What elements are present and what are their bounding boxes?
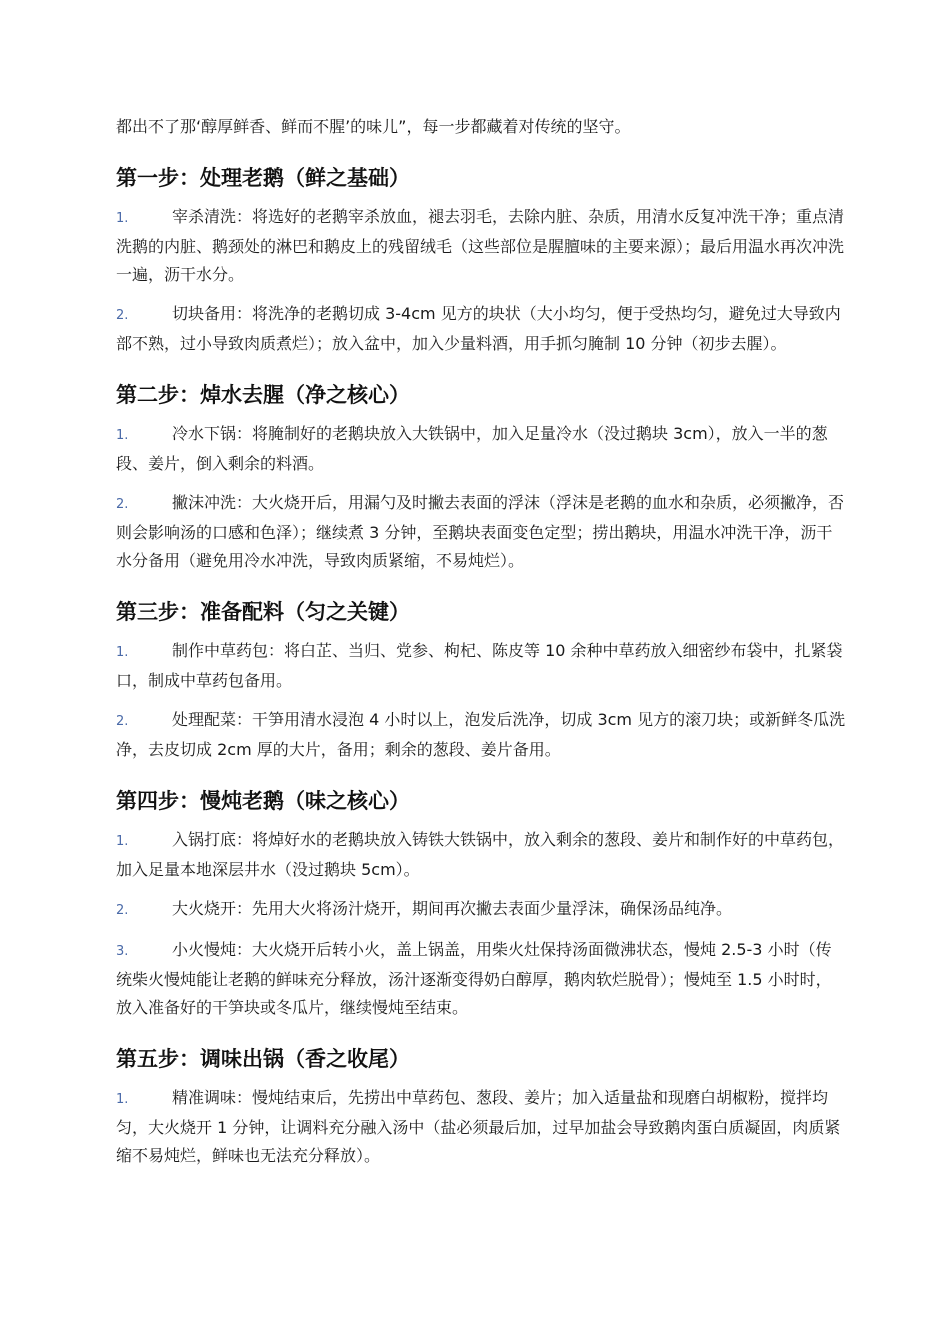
list-item-text: 小火慢炖：大火烧开后转小火，盖上锅盖，用柴火灶保持汤面微沸状态，慢炖 2.5-3 小时（传统柴火慢炖能让老鹅的鲜味充分释放，汤汁逐渐变得奶白醇厚，鹅肉软烂脱骨）；慢炖至 1.5 小时时，放入准备好的干笋块或冬瓜片，继续慢炖至结束。 [116,940,832,1017]
list-number: 2. [116,903,129,918]
section-4 [116,786,846,1022]
list-item-text: 大火烧开：先用大火将汤汁烧开，期间再次撇去表面少量浮沫，确保汤品纯净。 [172,899,733,918]
list-item [116,203,846,289]
list-item [116,300,846,358]
list-item [116,826,846,884]
list-number: 1. [116,428,129,443]
list-item [116,936,846,1022]
section-title: 第三步：准备配料（匀之关键） [116,600,410,624]
section-5 [116,1044,846,1170]
list-item-text: 冷水下锅：将腌制好的老鹅块放入大铁锅中，加入足量冷水（没过鹅块 3cm），放入一半的葱段、姜片，倒入剩余的料酒。 [116,424,828,473]
list-number: 2. [116,497,129,512]
section-title: 第二步：焯水去腥（净之核心） [116,383,410,407]
list-number: 1. [116,645,129,660]
section-1 [116,163,846,358]
list-item-text: 入锅打底：将焯好水的老鹅块放入铸铁大铁锅中，放入剩余的葱段、姜片和制作好的中草药包，加入足量本地深层井水（没过鹅块 5cm）。 [116,830,845,879]
list-number: 2. [116,308,129,323]
list-item-text: 处理配菜：干笋用清水浸泡 4 小时以上，泡发后洗净，切成 3cm 见方的滚刀块；或新鲜冬瓜洗净，去皮切成 2cm 厚的大片，备用；剩余的葱段、姜片备用。 [116,710,846,759]
section-2 [116,380,846,575]
list-item [116,1084,846,1170]
list-item [116,489,846,575]
list-item [116,637,846,695]
section-3 [116,597,846,764]
section-title: 第四步：慢炖老鹅（味之核心） [116,789,410,813]
list-item [116,420,846,478]
list-item-text: 撇沫冲洗：大火烧开后，用漏勺及时撇去表面的浮沫（浮沫是老鹅的血水和杂质，必须撇净，否则会影响汤的口感和色泽）；继续煮 3 分钟，至鹅块表面变色定型；捞出鹅块，用温水冲洗干净，沥干水分备用（避免用冷水冲洗，导致肉质紧缩，不易炖烂）。 [116,493,845,570]
list-item-text: 宰杀清洗：将选好的老鹅宰杀放血，褪去羽毛，去除内脏、杂质，用清水反复冲洗干净；重点清洗鹅的内脏、鹅颈处的淋巴和鹅皮上的残留绒毛（这些部位是腥膻味的主要来源）；最后用温水再次冲洗一遍，沥干水分。 [116,207,845,284]
list-number: 1. [116,1092,129,1107]
list-number: 1. [116,834,129,849]
list-item [116,895,846,925]
intro-paragraph: 都出不了那‘醇厚鲜香、鲜而不腥’的味儿”，每一步都藏着对传统的坚守。 [116,117,631,136]
section-title: 第一步：处理老鹅（鲜之基础） [116,166,410,190]
list-item [116,706,846,764]
list-item-text: 精准调味：慢炖结束后，先捞出中草药包、葱段、姜片；加入适量盐和现磨白胡椒粉，搅拌均匀，大火烧开 1 分钟，让调料充分融入汤中（盐必须最后加，过早加盐会导致鹅肉蛋白质凝固，肉质紧缩不易炖烂，鲜味也无法充分释放）。 [116,1088,841,1165]
section-title: 第五步：调味出锅（香之收尾） [116,1047,410,1071]
list-number: 3. [116,944,129,959]
list-number: 2. [116,714,129,729]
list-item-text: 切块备用：将洗净的老鹅切成 3-4cm 见方的块状（大小均匀，便于受热均匀，避免过大导致内部不熟，过小导致肉质煮烂）；放入盆中，加入少量料酒，用手抓匀腌制 10 分钟（初步去腥）。 [116,304,841,353]
list-item-text: 制作中草药包：将白芷、当归、党参、枸杞、陈皮等 10 余种中草药放入细密纱布袋中，扎紧袋口，制成中草药包备用。 [116,641,843,690]
list-number: 1. [116,211,129,226]
